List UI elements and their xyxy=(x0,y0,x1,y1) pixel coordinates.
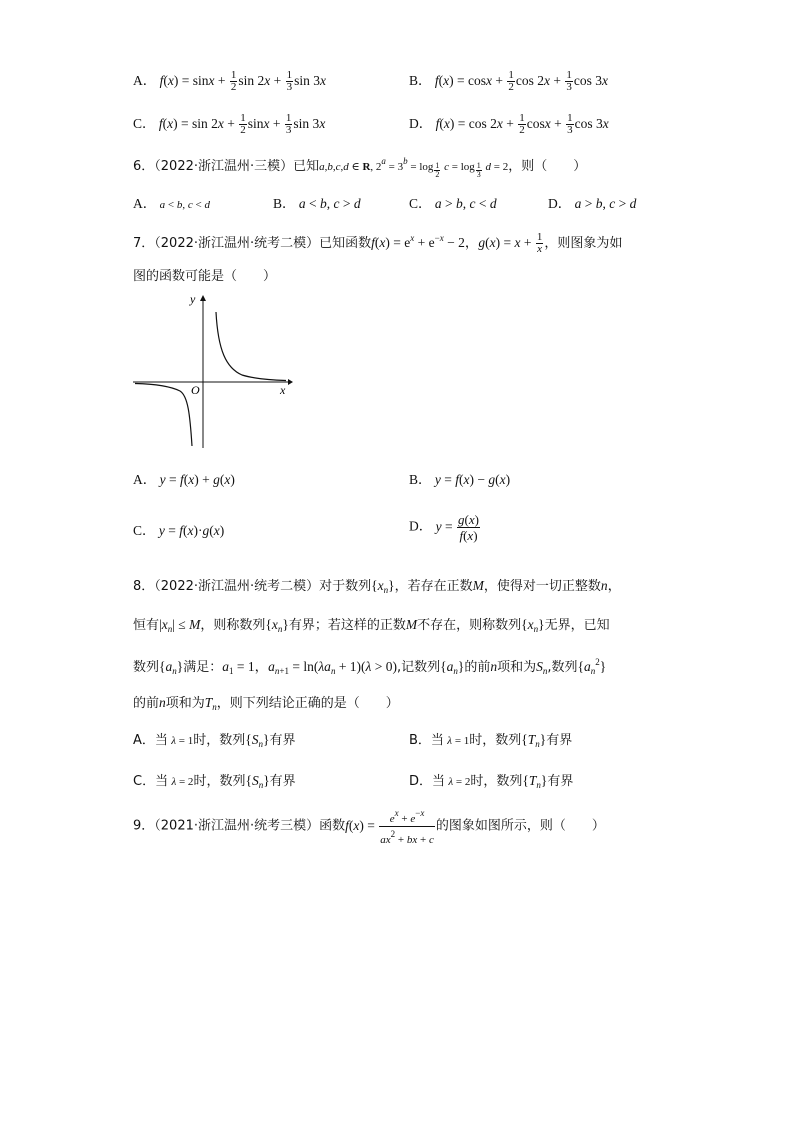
q7-option-c: C． y = f(x)·g(x) xyxy=(133,523,225,538)
q6-option-a: A． a < b, c < d xyxy=(133,196,210,211)
q7-graph-curve-left xyxy=(135,384,192,447)
q7-option-b: B． y = f(x) − g(x) xyxy=(409,472,511,487)
q7-graph-y-label: y xyxy=(190,292,196,306)
q7-option-d: D． y = $\frac{g(x)}{f(x)}$ xyxy=(409,512,479,543)
q8-option-d: D．当 λ = 2时，数列$\{T_n\}$有界 xyxy=(409,773,574,790)
q6-option-c: C． a > b, c < d xyxy=(409,196,497,211)
q6-condition-formula: a,b,c,d ∈ R, $2^a = 3^b = \log$ $_{\frac{1}{2}}$ c = log $_{\frac{1}{3}}$ d = 2 xyxy=(319,156,509,180)
q7-graph-x-label: x xyxy=(280,383,286,397)
q7-functions-formula: $f(x) = e^x + e^{-x} - 2$，g(x) = x + $\frac{1}{x}$ xyxy=(371,231,543,256)
q7-graph-curve-right xyxy=(216,312,286,381)
q7-option-a: A． y = f(x) + g(x) xyxy=(133,472,235,487)
q8-recurrence-formula: $a_1 = 1$，$a_{n+1} = \ln(\lambda a_n + 1)(\lambda > 0)$ xyxy=(222,659,398,676)
q7-graph-x-arrow xyxy=(288,379,293,385)
q5-option-b-formula: f(x) = cosx + $\frac{1}{2}$ cos 2x + $\frac{1}{3}$ cos 3x xyxy=(434,69,609,94)
q7-option-a-formula: y = f(x) + g(x) xyxy=(159,472,235,487)
q5-option-d-formula: f(x) = cos 2x + $\frac{1}{2}$ cosx + $\frac{1}{3}$ cos 3x xyxy=(435,112,609,137)
q6-option-d: D． a > b, c > d xyxy=(548,196,637,211)
q7-option-c-formula: y = f(x)·g(x) xyxy=(158,523,225,538)
q6-stem: 6．（2022·浙江温州·三模）已知a,b,c,d ∈ R, $2^a = 3^b = \log$ $_{\frac{1}{2}}$ c = log $_{\frac{1}{3}}$ d = 2，则（ ） xyxy=(133,156,587,180)
q5-option-c: C． f(x) = sin 2x + $\frac{1}{2}$ sinx + $\frac{1}{3}$ sin 3x xyxy=(133,112,326,137)
q7-option-b-formula: y = f(x) − g(x) xyxy=(434,472,511,487)
q8-stem-line3: 数列$\{a_n\}$满足：$a_1 = 1$，$a_{n+1} = \ln(\lambda a_n + 1)(\lambda > 0)$,记数列$\{a_n\}$的前n项和为$S_n$,数列$\{a_n^2\}$ xyxy=(133,657,607,676)
q6-option-a-formula: a < b, c < d xyxy=(159,199,210,211)
q5-option-a-formula: f(x) = sinx + $\frac{1}{2}$ sin 2x + $\frac{1}{3}$ sin 3x xyxy=(159,69,327,94)
q8-option-c: C．当 λ = 2时，数列$\{S_n\}$有界 xyxy=(133,773,296,790)
q6-option-d-formula: a > b, c > d xyxy=(574,196,637,211)
q8-stem-line4: 的前n项和为$T_n$，则下列结论正确的是（ ） xyxy=(133,695,399,712)
q6-option-b: B． a < b, c > d xyxy=(273,196,361,211)
q7-stem-line1: 7．（2022·浙江温州·统考二模）已知函数$f(x) = e^x + e^{-x} - 2$，g(x) = x + $\frac{1}{x}$ ，则图象为如 xyxy=(133,231,623,256)
q8-option-b: B．当 λ = 1时，数列$\{T_n\}$有界 xyxy=(409,732,573,749)
q5-option-a: A． f(x) = sinx + $\frac{1}{2}$ sin 2x + $\frac{1}{3}$ sin 3x xyxy=(133,69,327,94)
q9-stem: 9．（2021·浙江温州·统考三模）函数f(x) = $\frac{e^x + e^{-x}}{ax^2 + bx + c}$ 的图象如图所示，则（ ） xyxy=(133,808,605,846)
q7-graph-y-arrow xyxy=(200,295,206,301)
q6-option-c-formula: a > b, c < d xyxy=(434,196,497,211)
q8-option-a: A．当 λ = 1时，数列$\{S_n\}$有界 xyxy=(133,732,296,749)
q8-stem-line1: 8．（2022·浙江温州·统考二模）对于数列$\{x_n\}$，若存在正数M，使得对一切正整数n， xyxy=(133,578,622,595)
q6-option-b-formula: a < b, c > d xyxy=(298,196,361,211)
q5-option-d: D． f(x) = cos 2x + $\frac{1}{2}$ cosx + $\frac{1}{3}$ cos 3x xyxy=(409,112,609,137)
q9-function-formula: f(x) = $\frac{e^x + e^{-x}}{ax^2 + bx + c}$ xyxy=(345,808,434,846)
q5-option-c-formula: f(x) = sin 2x + $\frac{1}{2}$ sinx + $\frac{1}{3}$ sin 3x xyxy=(158,112,326,137)
q8-stem-line2: 恒有$|x_n| \le M$，则称数列$\{x_n\}$有界；若这样的正数M不存在，则称数列$\{x_n\}$无界，已知 xyxy=(133,617,610,634)
q7-stem-line2: 图的函数可能是（ ） xyxy=(133,269,277,284)
q7-graph xyxy=(130,290,295,450)
q7-option-d-formula: y = $\frac{g(x)}{f(x)}$ xyxy=(435,512,479,543)
q5-option-b: B． f(x) = cosx + $\frac{1}{2}$ cos 2x + $\frac{1}{3}$ cos 3x xyxy=(409,69,609,94)
q7-graph-origin-label: O xyxy=(191,383,200,397)
